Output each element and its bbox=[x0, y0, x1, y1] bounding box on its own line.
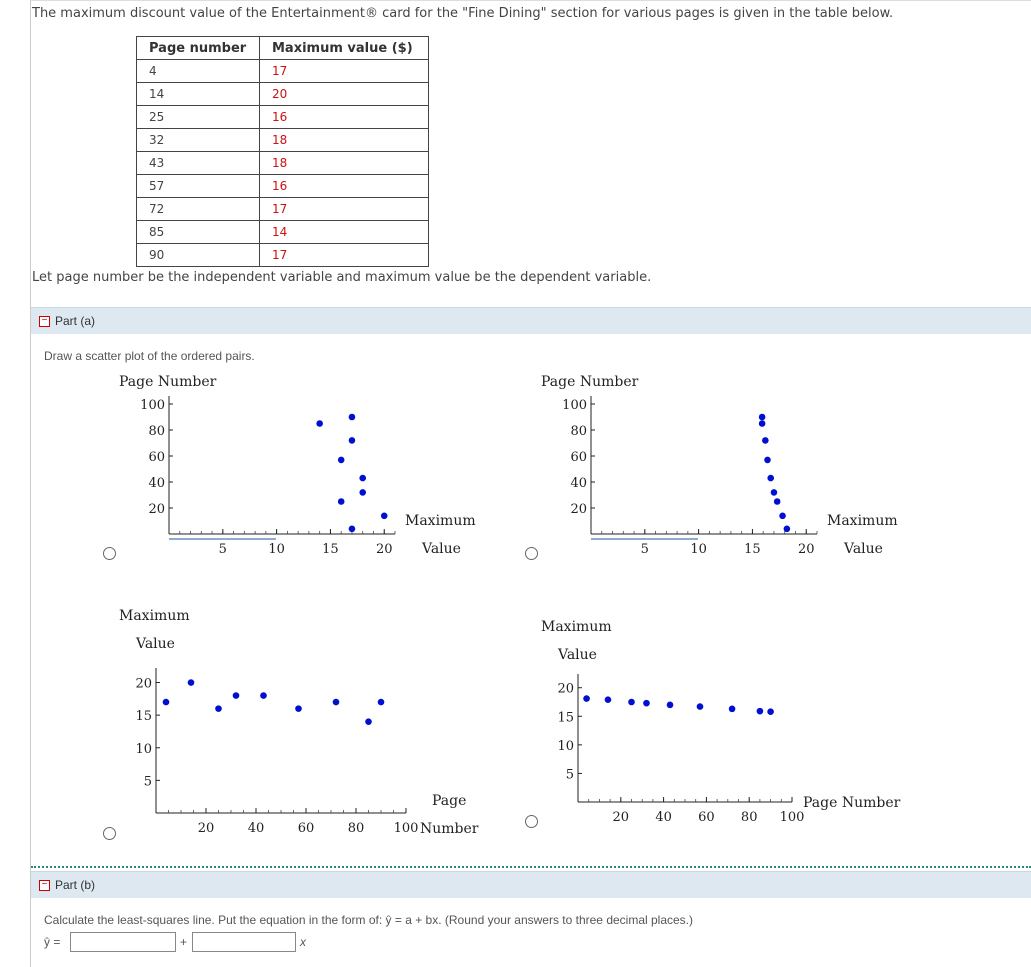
y-tick-label: 10 bbox=[135, 741, 152, 757]
option-3-radio[interactable] bbox=[103, 827, 116, 840]
data-point bbox=[759, 414, 766, 421]
y-tick-label: 10 bbox=[557, 738, 574, 754]
part-b-instruction: Calculate the least-squares line. Put the equation in the form of: ŷ = a + bx. (Round your answers to three decimal places.) bbox=[44, 913, 694, 927]
x-tick-label: 100 bbox=[393, 821, 419, 836]
data-point bbox=[759, 420, 766, 427]
option-2-radio[interactable] bbox=[525, 547, 538, 560]
maximum-value-cell: 17 bbox=[260, 244, 429, 267]
slope-input[interactable] bbox=[192, 932, 296, 952]
y-tick-label: 20 bbox=[557, 681, 574, 697]
x-tick-label: 5 bbox=[640, 542, 649, 557]
yhat-label: ŷ = bbox=[44, 935, 61, 949]
data-point bbox=[605, 696, 612, 703]
y-tick-label: 60 bbox=[148, 450, 165, 465]
y-tick-label: 5 bbox=[565, 767, 574, 783]
page-number-cell: 72 bbox=[137, 198, 260, 221]
part-b-header[interactable] bbox=[31, 871, 1031, 898]
y-tick-label: 20 bbox=[135, 676, 152, 692]
x-axis-label: Maximum bbox=[827, 513, 898, 529]
data-point bbox=[349, 437, 356, 444]
y-axis-label: Value bbox=[558, 647, 597, 663]
table-row bbox=[137, 198, 429, 221]
page-number-cell: 85 bbox=[137, 221, 260, 244]
x-tick-label: 20 bbox=[375, 542, 393, 557]
maximum-value-cell: 20 bbox=[260, 83, 429, 106]
x-tick-label: 10 bbox=[690, 542, 707, 557]
x-axis-label: Value bbox=[422, 541, 461, 557]
data-point bbox=[163, 699, 170, 706]
column-header-page: Page number bbox=[137, 37, 260, 60]
part-a-header[interactable] bbox=[31, 307, 1031, 334]
x-tick-label: 20 bbox=[797, 542, 815, 557]
y-tick-label: 20 bbox=[148, 502, 165, 517]
table-header-row bbox=[137, 37, 429, 60]
data-point bbox=[764, 457, 771, 464]
data-table bbox=[136, 36, 429, 267]
y-tick-label: 40 bbox=[570, 476, 587, 491]
page-number-cell: 14 bbox=[137, 83, 260, 106]
part-b-label: Part (b) bbox=[55, 878, 96, 892]
page-number-cell: 32 bbox=[137, 129, 260, 152]
variable-note: Let page number be the independent variable and maximum value be the dependent variable. bbox=[32, 270, 652, 285]
data-point bbox=[378, 699, 385, 706]
data-point bbox=[767, 475, 774, 482]
maximum-value-cell: 18 bbox=[260, 152, 429, 175]
option-1-radio[interactable] bbox=[103, 547, 116, 560]
data-point bbox=[359, 489, 366, 496]
y-axis-label: Maximum bbox=[541, 619, 612, 635]
table-row bbox=[137, 83, 429, 106]
maximum-value-cell: 14 bbox=[260, 221, 429, 244]
scatter-plot-option-3 bbox=[100, 605, 500, 845]
x-tick-label: 15 bbox=[744, 542, 761, 557]
option-4-radio[interactable] bbox=[525, 815, 538, 828]
data-point bbox=[774, 498, 781, 505]
maximum-value-cell: 16 bbox=[260, 106, 429, 129]
x-tick-label: 40 bbox=[247, 821, 265, 836]
collapse-icon[interactable]: − bbox=[39, 316, 50, 327]
data-point bbox=[771, 489, 778, 496]
x-tick-label: 15 bbox=[322, 542, 339, 557]
y-axis-label: Value bbox=[136, 636, 175, 652]
data-point bbox=[338, 498, 345, 505]
y-tick-label: 15 bbox=[135, 709, 152, 725]
data-point bbox=[349, 526, 356, 533]
maximum-value-cell: 18 bbox=[260, 129, 429, 152]
page-number-cell: 90 bbox=[137, 244, 260, 267]
table-row bbox=[137, 152, 429, 175]
column-header-value: Maximum value ($) bbox=[260, 37, 429, 60]
part-a-label: Part (a) bbox=[55, 314, 96, 328]
maximum-value-cell: 17 bbox=[260, 60, 429, 83]
data-point bbox=[349, 414, 356, 421]
x-tick-label: 80 bbox=[347, 821, 365, 836]
x-tick-label: 40 bbox=[655, 810, 672, 825]
data-point bbox=[233, 692, 240, 699]
maximum-value-cell: 16 bbox=[260, 175, 429, 198]
x-axis-label: Page bbox=[432, 793, 467, 809]
x-tick-label: 20 bbox=[612, 810, 630, 825]
y-tick-label: 100 bbox=[562, 398, 587, 413]
intro-text: The maximum discount value of the Entertainment® card for the "Fine Dining" section for various pages is given in the table below. bbox=[32, 6, 894, 21]
y-tick-label: 80 bbox=[570, 424, 587, 439]
x-axis-label: Value bbox=[844, 541, 883, 557]
x-tick-label: 80 bbox=[740, 810, 758, 825]
scatter-plot-option-4 bbox=[522, 615, 922, 835]
collapse-icon[interactable]: − bbox=[39, 880, 50, 891]
data-point bbox=[643, 700, 650, 707]
x-tick-label: 100 bbox=[779, 810, 805, 825]
table-row bbox=[137, 129, 429, 152]
data-point bbox=[333, 699, 340, 706]
data-point bbox=[628, 699, 635, 706]
table-row bbox=[137, 60, 429, 83]
data-point bbox=[295, 705, 302, 712]
y-tick-label: 20 bbox=[570, 502, 587, 517]
data-point bbox=[762, 437, 769, 444]
data-point bbox=[316, 420, 323, 427]
page-number-cell: 4 bbox=[137, 60, 260, 83]
data-point bbox=[757, 708, 764, 715]
x-tick-label: 10 bbox=[268, 542, 285, 557]
data-point bbox=[365, 718, 372, 725]
section-divider bbox=[31, 866, 1031, 868]
y-tick-label: 40 bbox=[148, 476, 165, 491]
y-tick-label: 80 bbox=[148, 424, 165, 439]
data-point bbox=[784, 526, 791, 533]
y-axis-label: Maximum bbox=[119, 608, 190, 624]
x-axis-label: Page Number bbox=[803, 795, 901, 811]
data-point bbox=[697, 703, 704, 710]
data-point bbox=[667, 702, 674, 709]
data-point bbox=[338, 457, 345, 464]
data-point bbox=[188, 679, 195, 686]
intercept-input[interactable] bbox=[70, 932, 176, 952]
table-row bbox=[137, 106, 429, 129]
table-row bbox=[137, 221, 429, 244]
data-point bbox=[583, 695, 590, 702]
x-tick-label: 60 bbox=[698, 810, 715, 825]
page-number-cell: 25 bbox=[137, 106, 260, 129]
data-point bbox=[779, 513, 786, 520]
maximum-value-cell: 17 bbox=[260, 198, 429, 221]
page-number-cell: 43 bbox=[137, 152, 260, 175]
y-axis-label: Page Number bbox=[541, 374, 639, 390]
y-tick-label: 5 bbox=[143, 774, 152, 790]
y-tick-label: 15 bbox=[557, 710, 574, 726]
data-point bbox=[215, 705, 222, 712]
x-axis-label: Maximum bbox=[405, 513, 476, 529]
scatter-plot-option-2 bbox=[522, 370, 922, 570]
data-point bbox=[767, 708, 774, 715]
x-tick-label: 5 bbox=[218, 542, 227, 557]
y-tick-label: 60 bbox=[570, 450, 587, 465]
data-point bbox=[381, 513, 388, 520]
plus-sign: + bbox=[180, 935, 188, 949]
table-row bbox=[137, 175, 429, 198]
part-a-instruction: Draw a scatter plot of the ordered pairs. bbox=[44, 349, 255, 363]
data-point bbox=[260, 692, 267, 699]
scatter-plot-option-1 bbox=[100, 370, 500, 570]
page-number-cell: 57 bbox=[137, 175, 260, 198]
x-tick-label: 20 bbox=[197, 821, 215, 836]
y-axis-label: Page Number bbox=[119, 374, 217, 390]
x-tick-label: 60 bbox=[297, 821, 315, 836]
table-row bbox=[137, 244, 429, 267]
data-point bbox=[729, 706, 736, 713]
x-variable: x bbox=[300, 935, 306, 949]
y-tick-label: 100 bbox=[140, 398, 165, 413]
x-axis-label: Number bbox=[420, 821, 479, 837]
data-point bbox=[359, 475, 366, 482]
